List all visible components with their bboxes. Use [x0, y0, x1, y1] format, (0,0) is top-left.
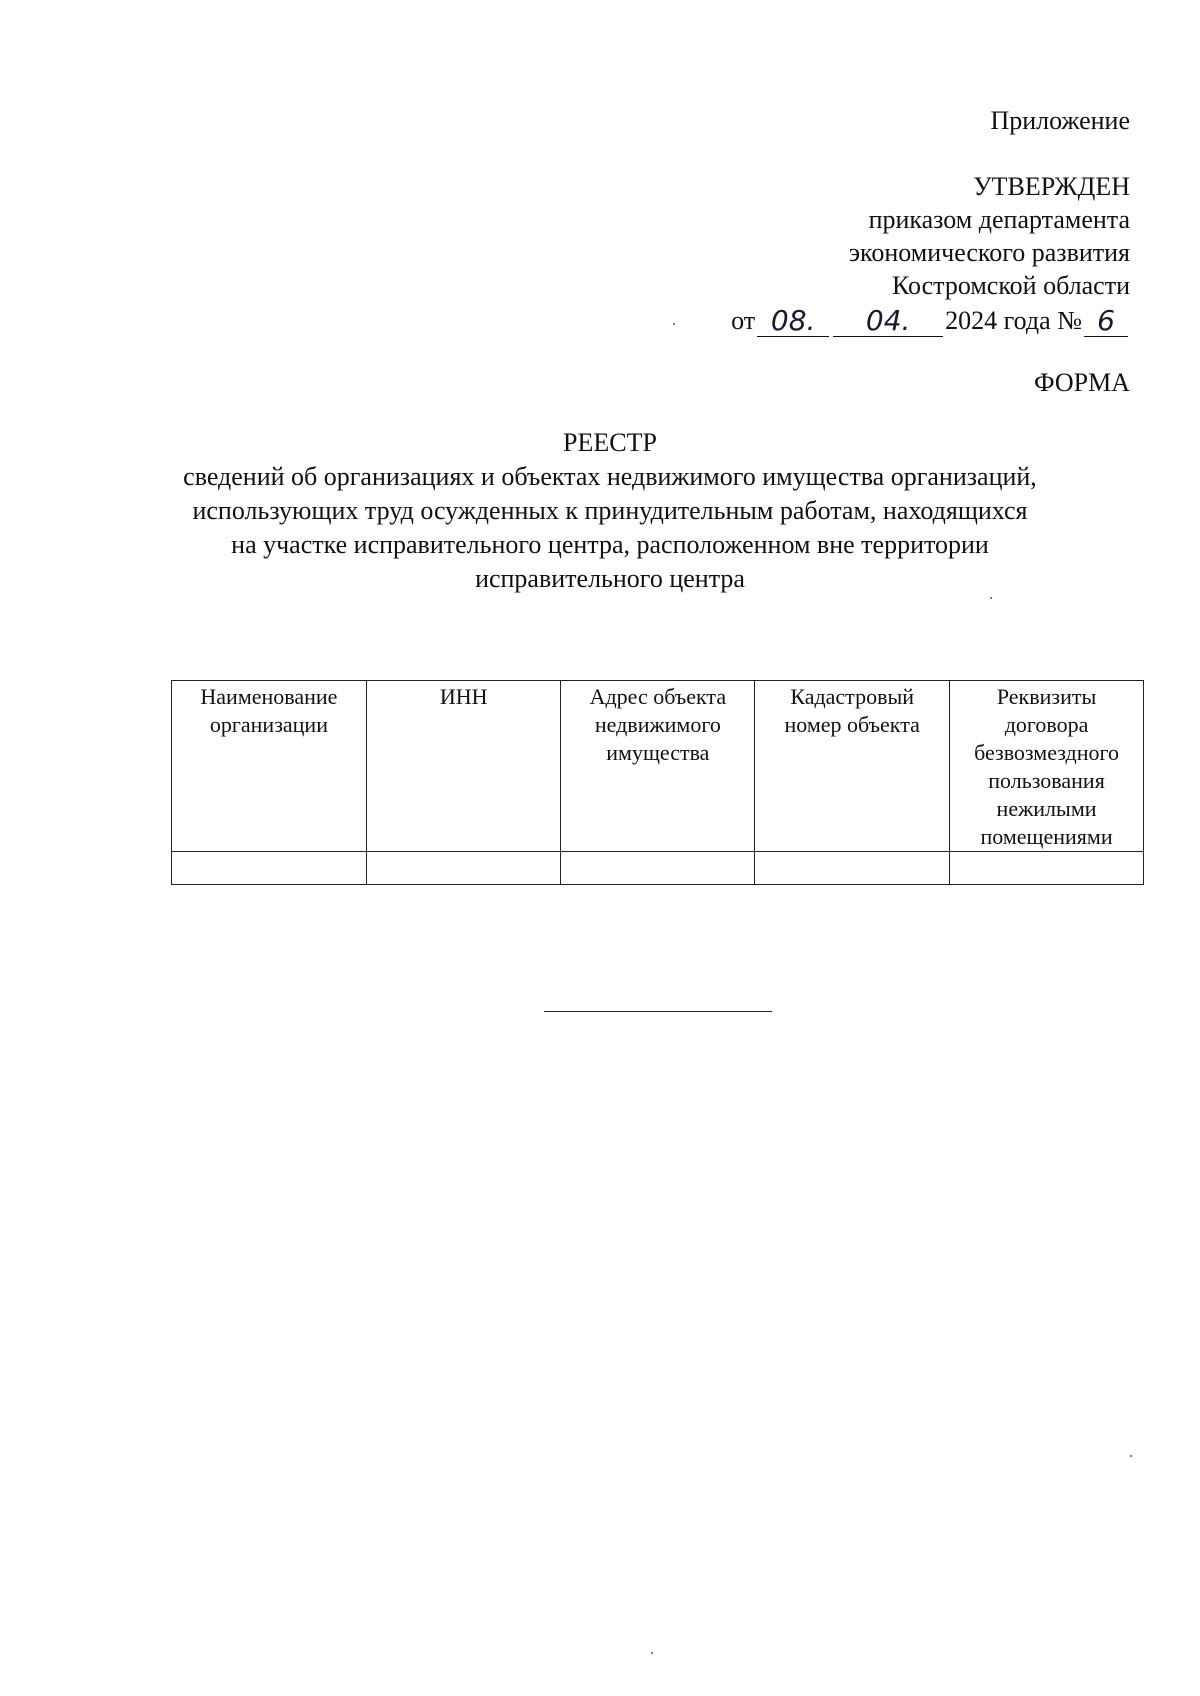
appendix-label: Приложение	[990, 106, 1130, 135]
title-subtitle-2: использующих труд осужденных к принудительным работам, находящихся	[192, 496, 1028, 525]
approval-line-3: Костромской области	[891, 271, 1130, 300]
order-number-handwritten: 6	[1084, 306, 1128, 337]
title-subtitle-3: на участке исправительного центра, расположенном вне территории	[231, 530, 989, 559]
document-title	[170, 426, 1050, 596]
approval-line-2: экономического развития	[848, 238, 1130, 267]
order-prefix: от	[731, 306, 756, 335]
title-subtitle-4: исправительного центра	[475, 564, 745, 593]
table-row	[172, 852, 1144, 885]
header-property-address: Адрес объекта недвижимого имущества	[561, 681, 755, 852]
form-label: ФОРМА	[1034, 368, 1130, 397]
approval-heading: УТВЕРЖДЕН	[973, 172, 1130, 201]
scan-speck	[1130, 1455, 1132, 1457]
header-contract-details: Реквизиты договора безвозмездного пользования нежилыми помещениями	[950, 681, 1144, 852]
table-cell[interactable]	[755, 852, 950, 885]
approval-block	[849, 170, 1130, 302]
title-subtitle-1: сведений об организациях и объектах недвижимого имущества организаций,	[183, 462, 1037, 491]
header-inn: ИНН	[366, 681, 561, 852]
scan-speck	[651, 1652, 653, 1654]
header-organization-name: Наименование организации	[172, 681, 367, 852]
registry-table	[171, 680, 1144, 885]
order-day-handwritten: 08.	[757, 306, 829, 337]
table-cell[interactable]	[950, 852, 1144, 885]
header-cadastral-number: Кадастровый номер объекта	[755, 681, 950, 852]
order-month-handwritten: 04.	[833, 306, 943, 337]
approval-line-1: приказом департамента	[868, 205, 1130, 234]
table-cell[interactable]	[172, 852, 367, 885]
order-year-text: 2024 года №	[945, 306, 1082, 335]
order-date-line	[731, 304, 1130, 337]
end-divider-line	[544, 1011, 772, 1012]
table-header-row	[172, 681, 1144, 852]
scan-speck	[673, 323, 675, 325]
title-main: РЕЕСТР	[563, 428, 657, 457]
scan-speck	[990, 597, 992, 599]
table-cell[interactable]	[366, 852, 561, 885]
table-cell[interactable]	[561, 852, 755, 885]
